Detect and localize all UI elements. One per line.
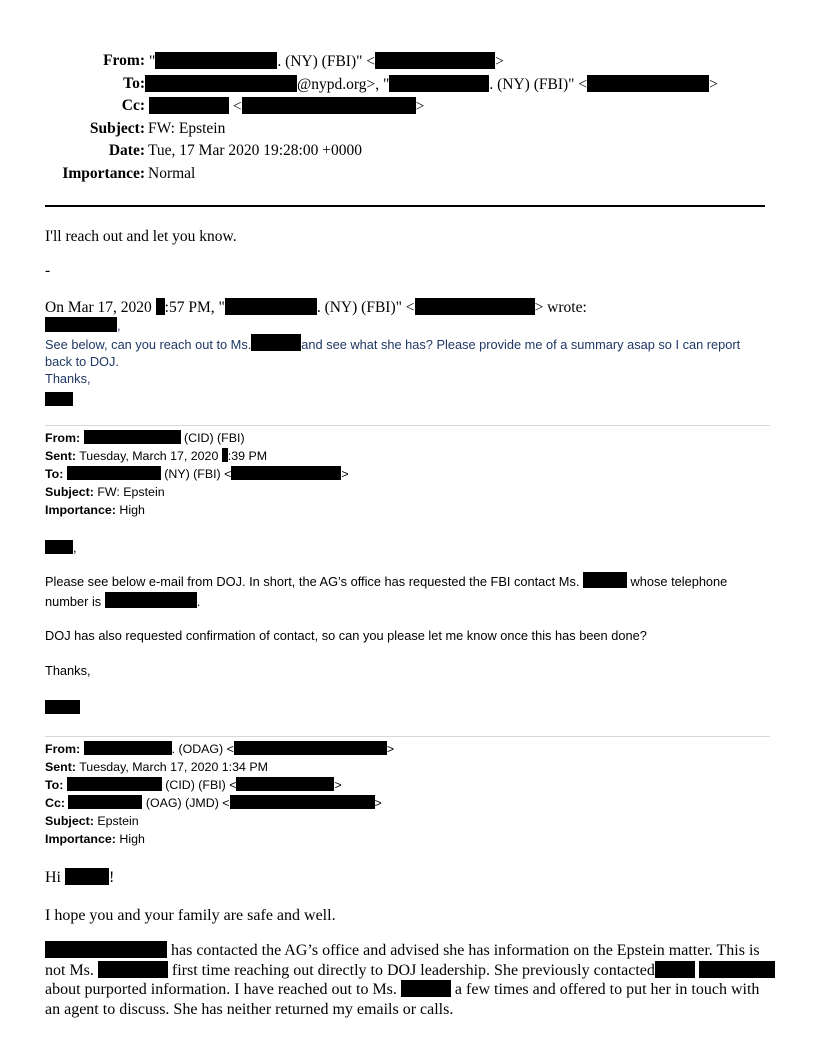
subject-label: Subject:: [89, 119, 145, 137]
importance-value: Normal: [148, 164, 196, 182]
header-subject-row: [0, 120, 816, 143]
to-label: To:: [123, 74, 145, 92]
redaction: [45, 941, 167, 958]
redaction: [415, 298, 535, 315]
redaction: [587, 75, 709, 92]
from-label: From:: [103, 52, 145, 69]
redaction: [68, 795, 142, 809]
redaction: [45, 540, 73, 554]
header-date-row: [0, 142, 816, 165]
email-header: [0, 52, 816, 187]
header-importance-row: [0, 165, 816, 188]
redaction: [225, 298, 317, 315]
forward1-para1: Please see below e-mail from DOJ. In short, the AG’s office has requested the FBI contact Ms. whose telephone number is .: [45, 574, 728, 609]
redaction: [655, 961, 695, 978]
redaction: [105, 592, 197, 608]
forward1-header: From: (CID) (FBI) Sent: Tuesday, March 17, 2020 :39 PM To: (NY) (FBI) < > Subject: FW: Epstein Importance: High: [45, 431, 349, 517]
redaction: [699, 961, 775, 978]
redaction: [45, 700, 80, 714]
quote-intro: On Mar 17, 2020 :57 PM, " . (NY) (FBI)" < > wrote:: [45, 299, 587, 316]
redaction: [67, 466, 161, 480]
forward2-body: has contacted the AG’s office and advised she has information on the Epstein matter. This is not Ms. first time reaching out directly to DOJ leadership. She previously contacted about purported information. I have reached out to Ms. a few times and offered to put her in touch with an agent to discuss. She has neither returned my emails or calls.: [45, 941, 775, 1019]
redaction: [401, 980, 451, 997]
redaction: [45, 317, 117, 332]
message-divider: [45, 736, 770, 737]
forward1-thanks: Thanks,: [45, 663, 91, 678]
message-divider: [45, 425, 770, 426]
header-from-row: From: " . (NY) (FBI)" < >: [103, 52, 504, 70]
redaction: [234, 741, 387, 755]
forward2-header: From: . (ODAG) < > Sent: Tuesday, March 17, 2020 1:34 PM To: (CID) (FBI) < > Cc: (OAG) (JMD) < > Subject: Epstein Importance: High: [45, 742, 395, 846]
subject-value: FW: Epstein: [148, 119, 226, 137]
redaction: [67, 777, 162, 791]
redaction: [375, 52, 495, 69]
quoted-message: , See below, can you reach out to Ms. and see what she has? Please provide me of a summary asap so I can report back to DOJ. Thanks,: [45, 317, 770, 408]
redaction: [583, 572, 627, 588]
forward1-para2: DOJ has also requested confirmation of contact, so can you please let me know once this has been done?: [45, 628, 647, 643]
redaction: [236, 777, 334, 791]
redaction: [155, 52, 277, 69]
forward1-greeting: ,: [45, 538, 770, 558]
redaction: [231, 466, 341, 480]
redaction: [84, 741, 172, 755]
redaction: [84, 430, 181, 444]
redaction: [230, 795, 375, 809]
signature-dash: -: [45, 262, 51, 279]
reply-text: I'll reach out and let you know.: [45, 228, 237, 245]
header-divider: [45, 205, 765, 207]
header-cc-row: Cc: < >: [121, 97, 425, 115]
redaction: [156, 298, 165, 315]
forward2-greeting: Hi !: [45, 869, 115, 886]
redaction: [98, 961, 168, 978]
redaction: [145, 75, 297, 92]
header-to-row: To: @nypd.org>, " . (NY) (FBI)" < >: [123, 74, 718, 93]
redaction: [65, 868, 109, 885]
date-label: Date:: [108, 142, 145, 159]
cc-label: Cc:: [121, 97, 145, 114]
forward2-hope: I hope you and your family are safe and well.: [45, 907, 336, 924]
redaction: [389, 75, 489, 92]
redaction: [149, 97, 229, 114]
redaction: [242, 97, 416, 114]
redaction: [45, 392, 73, 406]
importance-label: Importance:: [62, 164, 145, 182]
date-value: Tue, 17 Mar 2020 19:28:00 +0000: [148, 142, 362, 159]
forward1-signature: [45, 698, 770, 718]
redaction: [251, 334, 301, 351]
